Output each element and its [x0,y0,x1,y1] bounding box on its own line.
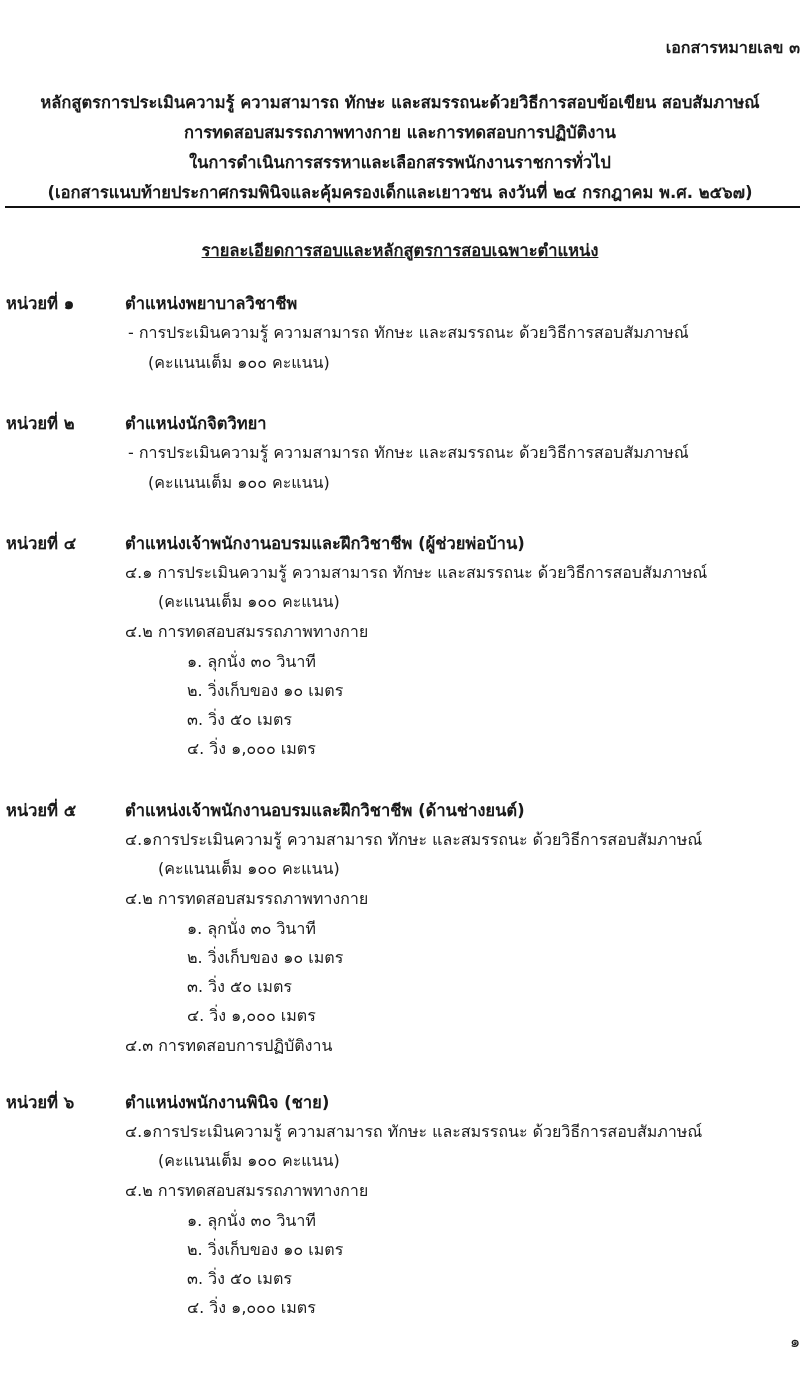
fitness-item: ๑. ลุกนั่ง ๓๐ วินาที [187,652,316,671]
header-line-3: ในการดำเนินการสรรหาและเลือกสรรพนักงานราชการทั่วไป [189,153,611,172]
score-line: (คะแนนเต็ม ๑๐๐ คะแนน) [148,473,330,492]
assessment-line: ๔.๑การประเมินความรู้ ความสามารถ ทักษะ และสมรรถนะ ด้วยวิธีการสอบสัมภาษณ์ [125,830,703,849]
document-number: เอกสารหมายเลข ๓ [665,38,800,57]
assessment-line: ๔.๑ การประเมินความรู้ ความสามารถ ทักษะ และสมรรถนะ ด้วยวิธีการสอบสัมภาษณ์ [125,563,708,582]
unit-title: ตำแหน่งพนักงานพินิจ (ชาย) [125,1093,330,1112]
score-line: (คะแนนเต็ม ๑๐๐ คะแนน) [158,1151,340,1170]
fitness-item: ๔. วิ่ง ๑,๐๐๐ เมตร [187,1006,316,1025]
unit-label: หน่วยที่ ๖ [6,1093,75,1112]
fitness-test-line: ๔.๒ การทดสอบสมรรถภาพทางกาย [125,1181,369,1200]
fitness-item: ๓. วิ่ง ๕๐ เมตร [187,710,292,729]
unit-title: ตำแหน่งพยาบาลวิชาชีพ [125,294,298,313]
fitness-item: ๒. วิ่งเก็บของ ๑๐ เมตร [187,681,344,700]
unit-label: หน่วยที่ ๑ [6,294,75,313]
assessment-line: - การประเมินความรู้ ความสามารถ ทักษะ และสมรรถนะ ด้วยวิธีการสอบสัมภาษณ์ [128,323,689,342]
fitness-item: ๓. วิ่ง ๕๐ เมตร [187,977,292,996]
fitness-test-line: ๔.๒ การทดสอบสมรรถภาพทางกาย [125,622,369,641]
header-line-2: การทดสอบสมรรถภาพทางกาย และการทดสอบการปฏิบัติงาน [184,123,616,142]
unit-title: ตำแหน่งนักจิตวิทยา [125,414,267,433]
assessment-line: - การประเมินความรู้ ความสามารถ ทักษะ และสมรรถนะ ด้วยวิธีการสอบสัมภาษณ์ [128,443,689,462]
page-number: ๑ [790,1332,800,1351]
unit-label: หน่วยที่ ๒ [6,414,75,433]
score-line: (คะแนนเต็ม ๑๐๐ คะแนน) [158,859,340,878]
fitness-item: ๒. วิ่งเก็บของ ๑๐ เมตร [187,948,344,967]
fitness-test-line: ๔.๒ การทดสอบสมรรถภาพทางกาย [125,889,369,908]
fitness-item: ๔. วิ่ง ๑,๐๐๐ เมตร [187,1298,316,1317]
unit-title: ตำแหน่งเจ้าพนักงานอบรมและฝึกวิชาชีพ (ด้านช่างยนต์) [125,801,525,820]
header-line-4: (เอกสารแนบท้ายประกาศกรมพินิจและคุ้มครองเด็กและเยาวชน ลงวันที่ ๒๔ กรกฎาคม พ.ศ. ๒๕๖๗) [47,183,753,202]
unit-label: หน่วยที่ ๕ [6,801,77,820]
header-line-1: หลักสูตรการประเมินความรู้ ความสามารถ ทักษะ และสมรรถนะด้วยวิธีการสอบข้อเขียน สอบสัมภาษณ์ [40,93,760,112]
header-divider [5,206,800,208]
section-heading: รายละเอียดการสอบและหลักสูตรการสอบเฉพาะตำแหน่ง [201,241,599,260]
score-line: (คะแนนเต็ม ๑๐๐ คะแนน) [158,592,340,611]
practical-test-line: ๔.๓ การทดสอบการปฏิบัติงาน [125,1036,333,1055]
document-header [0,88,800,208]
assessment-line: ๔.๑การประเมินความรู้ ความสามารถ ทักษะ และสมรรถนะ ด้วยวิธีการสอบสัมภาษณ์ [125,1122,703,1141]
fitness-item: ๒. วิ่งเก็บของ ๑๐ เมตร [187,1240,344,1259]
fitness-item: ๓. วิ่ง ๕๐ เมตร [187,1269,292,1288]
fitness-item: ๑. ลุกนั่ง ๓๐ วินาที [187,1211,316,1230]
fitness-item: ๑. ลุกนั่ง ๓๐ วินาที [187,919,316,938]
score-line: (คะแนนเต็ม ๑๐๐ คะแนน) [148,353,330,372]
fitness-item: ๔. วิ่ง ๑,๐๐๐ เมตร [187,739,316,758]
unit-title: ตำแหน่งเจ้าพนักงานอบรมและฝึกวิชาชีพ (ผู้ช่วยพ่อบ้าน) [125,534,525,553]
unit-label: หน่วยที่ ๔ [6,534,77,553]
